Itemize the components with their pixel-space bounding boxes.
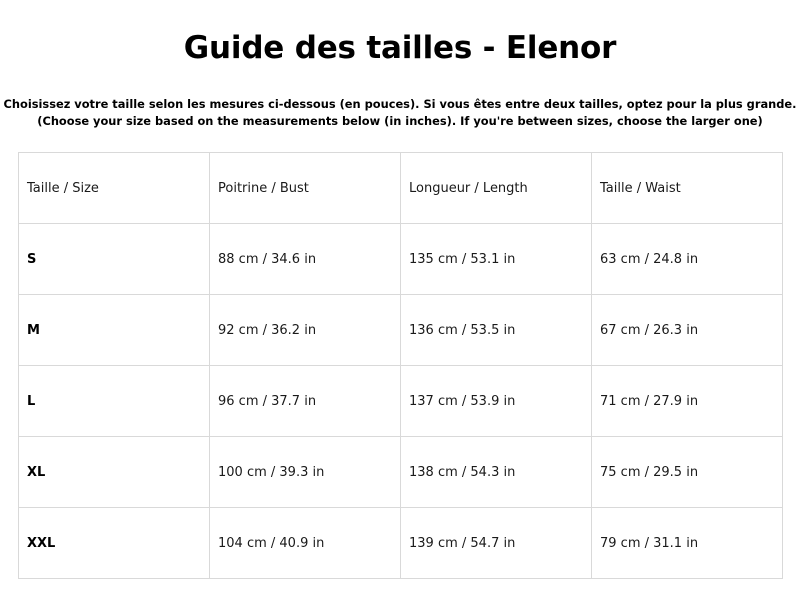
bust-cell: 92 cm / 36.2 in xyxy=(210,295,401,366)
table-row xyxy=(19,366,783,437)
size-cell: L xyxy=(19,366,210,437)
waist-cell: 71 cm / 27.9 in xyxy=(592,366,783,437)
length-cell: 135 cm / 53.1 in xyxy=(401,224,592,295)
table-header-row xyxy=(19,153,783,224)
table-row xyxy=(19,437,783,508)
size-chart-table xyxy=(18,152,783,579)
length-cell: 138 cm / 54.3 in xyxy=(401,437,592,508)
page-title: Guide des tailles - Elenor xyxy=(183,30,617,66)
length-cell: 136 cm / 53.5 in xyxy=(401,295,592,366)
size-cell: XXL xyxy=(19,508,210,579)
waist-cell: 67 cm / 26.3 in xyxy=(592,295,783,366)
length-cell: 137 cm / 53.9 in xyxy=(401,366,592,437)
header-bust: Poitrine / Bust xyxy=(210,153,401,224)
size-guide-instructions xyxy=(0,96,800,130)
header-size: Taille / Size xyxy=(19,153,210,224)
size-cell: M xyxy=(19,295,210,366)
header-waist: Taille / Waist xyxy=(592,153,783,224)
instructions-english: (Choose your size based on the measurements below (in inches). If you're between sizes, choose the larger one) xyxy=(37,114,763,128)
table-row xyxy=(19,295,783,366)
table-row xyxy=(19,508,783,579)
length-cell: 139 cm / 54.7 in xyxy=(401,508,592,579)
header-length: Longueur / Length xyxy=(401,153,592,224)
waist-cell: 75 cm / 29.5 in xyxy=(592,437,783,508)
waist-cell: 63 cm / 24.8 in xyxy=(592,224,783,295)
size-cell: XL xyxy=(19,437,210,508)
bust-cell: 96 cm / 37.7 in xyxy=(210,366,401,437)
bust-cell: 100 cm / 39.3 in xyxy=(210,437,401,508)
table-row xyxy=(19,224,783,295)
size-cell: S xyxy=(19,224,210,295)
bust-cell: 88 cm / 34.6 in xyxy=(210,224,401,295)
waist-cell: 79 cm / 31.1 in xyxy=(592,508,783,579)
bust-cell: 104 cm / 40.9 in xyxy=(210,508,401,579)
instructions-french: Choisissez votre taille selon les mesures ci-dessous (en pouces). Si vous êtes entre deux tailles, optez pour la plus grande. xyxy=(3,97,797,111)
